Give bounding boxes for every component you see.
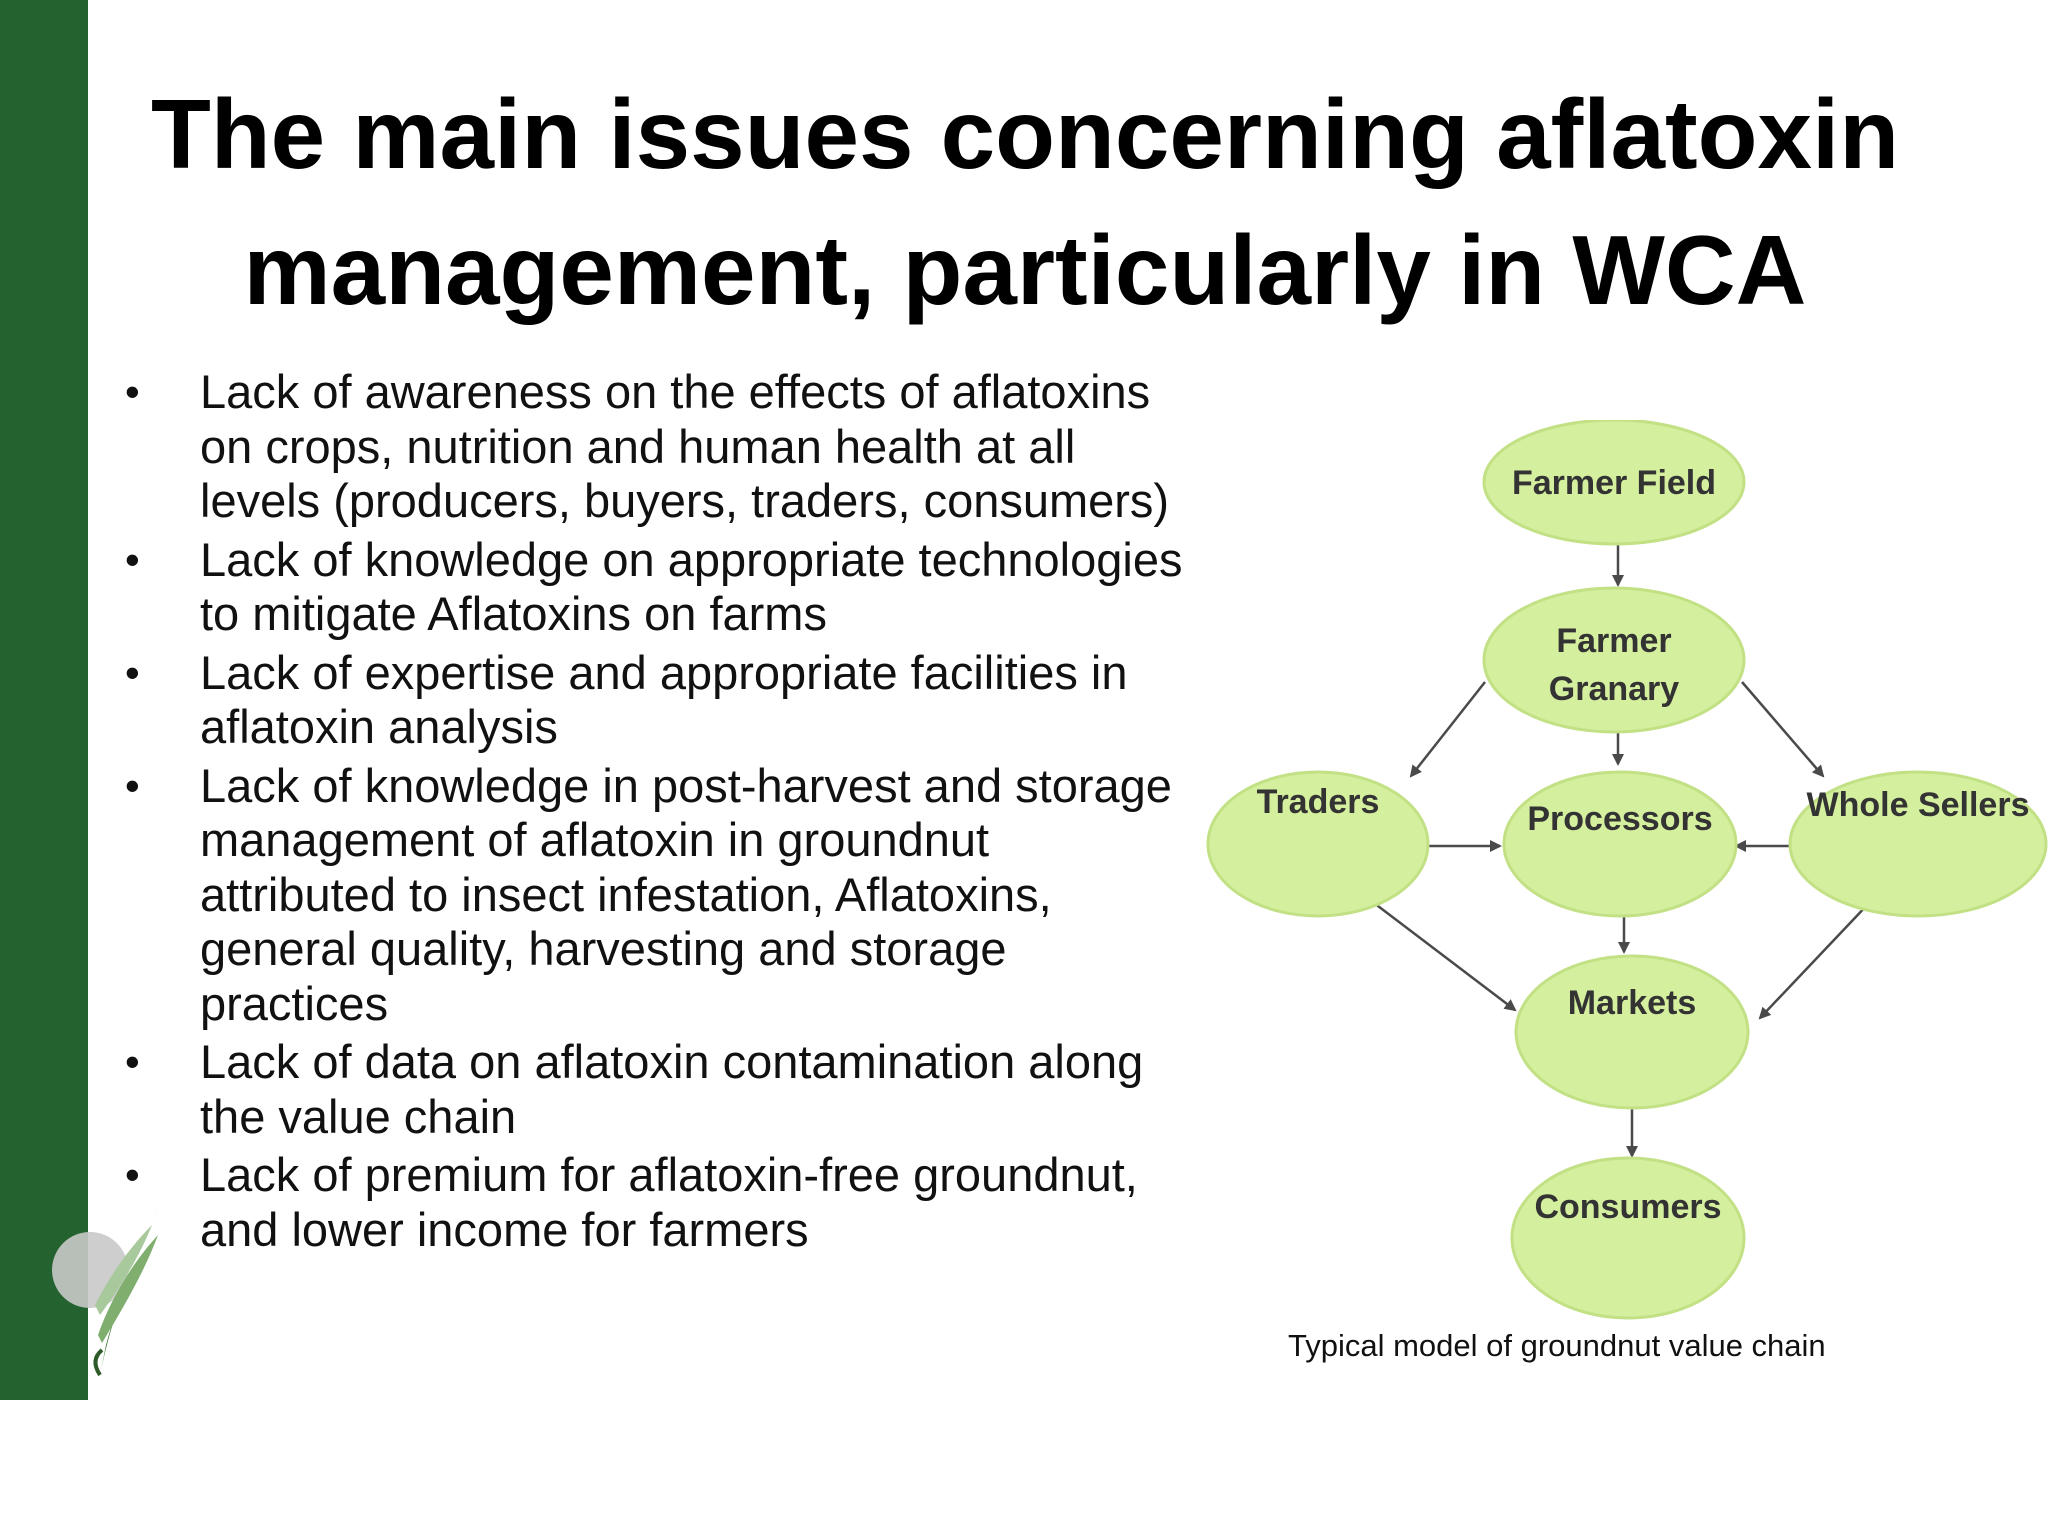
node-consumers	[1512, 1158, 1744, 1318]
label-farmer-granary-line1: Farmer	[1556, 622, 1672, 660]
list-item	[118, 365, 1198, 529]
label-markets: Markets	[1567, 984, 1697, 1022]
list-item-text: Lack of premium for aflatoxin-free groundnut, and lower income for farmers	[200, 1148, 1138, 1256]
edge-granary-to-traders	[1411, 682, 1485, 776]
node-markets	[1516, 956, 1748, 1108]
bullet-icon: •	[125, 1038, 140, 1085]
label-whole-sellers: Whole Sellers	[1806, 786, 2030, 824]
value-chain-diagram	[1200, 420, 2048, 1320]
node-processors	[1504, 772, 1736, 916]
list-item-text: Lack of data on aflatoxin contamination along the value chain	[200, 1035, 1144, 1143]
list-item	[118, 533, 1198, 642]
label-traders: Traders	[1256, 783, 1380, 821]
diagram-caption: Typical model of groundnut value chain	[1288, 1328, 1826, 1363]
list-item-text: Lack of knowledge on appropriate technologies to mitigate Aflatoxins on farms	[200, 532, 1183, 640]
bullet-icon: •	[125, 1151, 140, 1198]
edge-granary-to-wholesellers	[1742, 682, 1823, 776]
node-farmer-granary	[1484, 588, 1744, 732]
list-item	[118, 1035, 1198, 1144]
bullet-icon: •	[125, 648, 140, 696]
edge-traders-to-markets	[1370, 900, 1515, 1010]
slide-title: The main issues concerning aflatoxin management, particularly in WCA	[150, 79, 1900, 325]
list-item	[118, 646, 1198, 755]
list-item	[118, 759, 1198, 1032]
list-item	[118, 1148, 1198, 1257]
label-processors: Processors	[1527, 800, 1713, 838]
list-item-text: Lack of knowledge in post-harvest and storage management of aflatoxin in groundnut attributed to insect infestation, Aflatoxins, general quality, harvesting and storage practices	[200, 758, 1172, 1030]
label-consumers: Consumers	[1534, 1188, 1722, 1226]
bullet-icon: •	[125, 535, 140, 583]
bullet-icon: •	[125, 761, 140, 809]
list-item-text: Lack of expertise and appropriate facilities in aflatoxin analysis	[200, 645, 1128, 753]
edge-wholesellers-to-markets	[1760, 902, 1870, 1018]
issues-list	[118, 365, 1198, 1261]
label-farmer-granary-line2: Granary	[1548, 670, 1680, 708]
bullet-icon: •	[125, 368, 140, 415]
label-farmer-field: Farmer Field	[1511, 464, 1717, 502]
list-item-text: Lack of awareness on the effects of aflatoxins on crops, nutrition and human health at all levels (producers, buyers, traders, consumers)	[200, 365, 1170, 527]
